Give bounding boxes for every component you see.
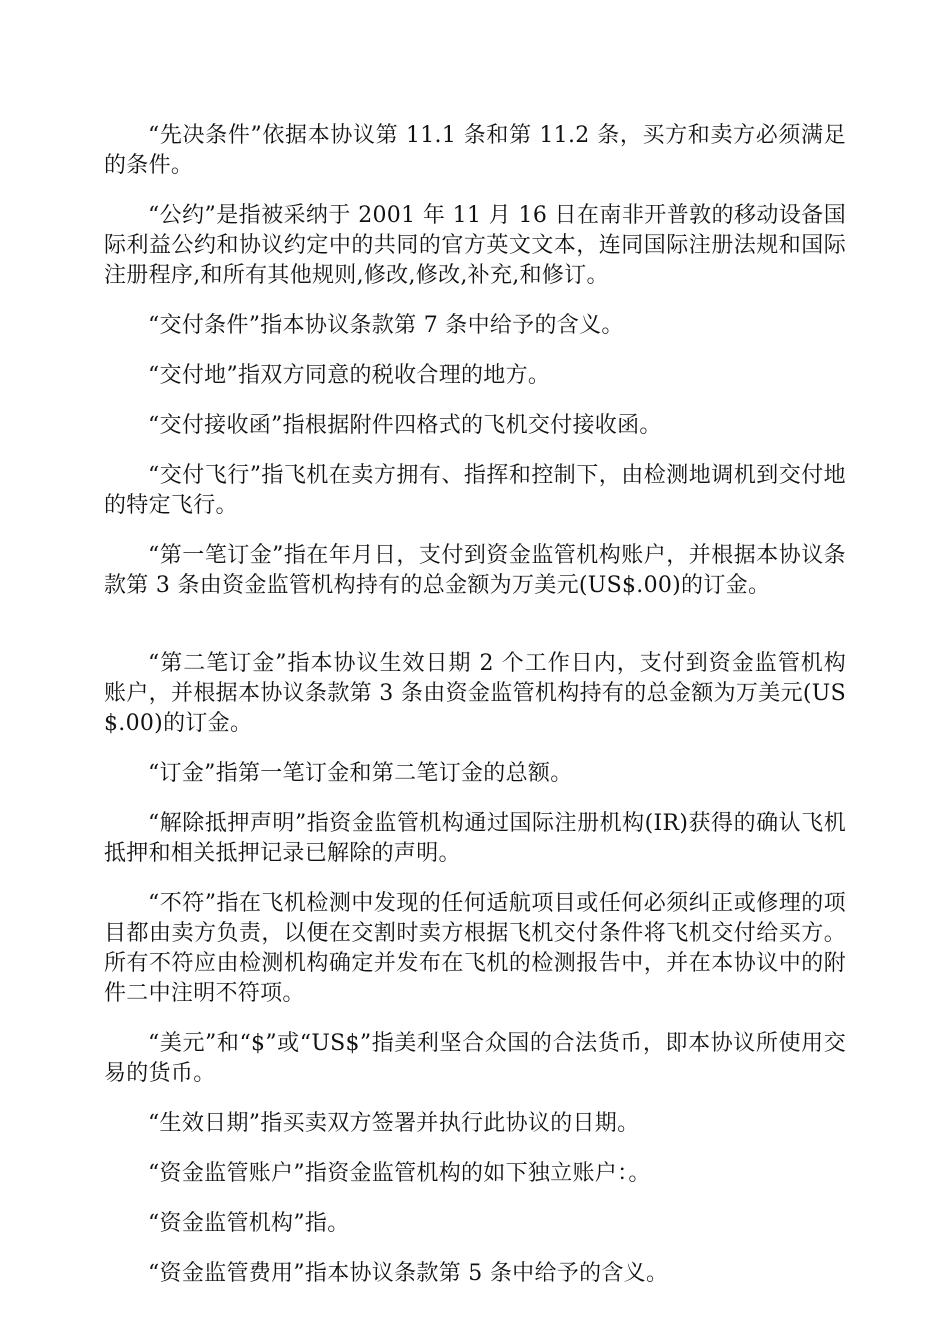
definition-delivery-acceptance-certificate: “交付接收函”指根据附件四格式的飞机交付接收函。 xyxy=(148,413,662,438)
definition-discharge-statement: “解除抵押声明”指资金监管机构通过国际注册机构(IR)获得的确认飞机抵押和相关抵押记录已解除的声明。 xyxy=(104,811,846,866)
definition-effective-date: “生效日期”指买卖双方签署并执行此协议的日期。 xyxy=(148,1111,640,1136)
definition-deposit: “订金”指第一笔订金和第二笔订金的总额。 xyxy=(148,761,573,786)
definition-escrow-account: “资金监管账户”指资金监管机构的如下独立账户：。 xyxy=(148,1161,651,1186)
definition-first-deposit: “第一笔订金”指在年月日，支付到资金监管机构账户，并根据本协议条款第 3 条由资金监管机构持有的总金额为万美元(US$.00)的订金。 xyxy=(104,543,846,598)
definition-delivery-condition: “交付条件”指本协议条款第 7 条中给予的含义。 xyxy=(148,313,624,338)
definition-conditions-precedent: “先决条件”依据本协议第 11.1 条和第 11.2 条，买方和卖方必须满足的条件。 xyxy=(104,123,846,178)
definition-second-deposit: “第二笔订金”指本协议生效日期 2 个工作日内，支付到资金监管机构账户，并根据本协议条款第 3 条由资金监管机构持有的总金额为万美元(US$.00)的订金。 xyxy=(104,651,846,736)
definition-delivery-flight: “交付飞行”指飞机在卖方拥有、指挥和控制下，由检测地调机到交付地的特定飞行。 xyxy=(104,463,846,518)
definition-delivery-location: “交付地”指双方同意的税收合理的地方。 xyxy=(148,363,551,388)
definition-escrow-agent: “资金监管机构”指。 xyxy=(148,1211,350,1236)
definition-discrepancy: “不符”指在飞机检测中发现的任何适航项目或任何必须纠正或修理的项目都由卖方负责，以便在交割时卖方根据飞机交付条件将飞机交付给买方。所有不符应由检测机构确定并发布在飞机的检测报告中，并在本协议中的附件二中注明不符项。 xyxy=(104,891,846,1006)
definition-escrow-fees: “资金监管费用”指本协议条款第 5 条中给予的含义。 xyxy=(148,1261,669,1286)
definition-convention: “公约”是指被采纳于 2001 年 11 月 16 日在南非开普敦的移动设备国际利益公约和协议约定中的共同的官方英文文本，连同国际注册法规和国际注册程序,和所有其他规则,修改,修改,补充,和修订。 xyxy=(104,203,846,288)
definition-dollars: “美元”和“$”或“US$”指美利坚合众国的合法货币，即本协议所使用交易的货币。 xyxy=(104,1031,846,1086)
document-page xyxy=(104,121,846,1309)
